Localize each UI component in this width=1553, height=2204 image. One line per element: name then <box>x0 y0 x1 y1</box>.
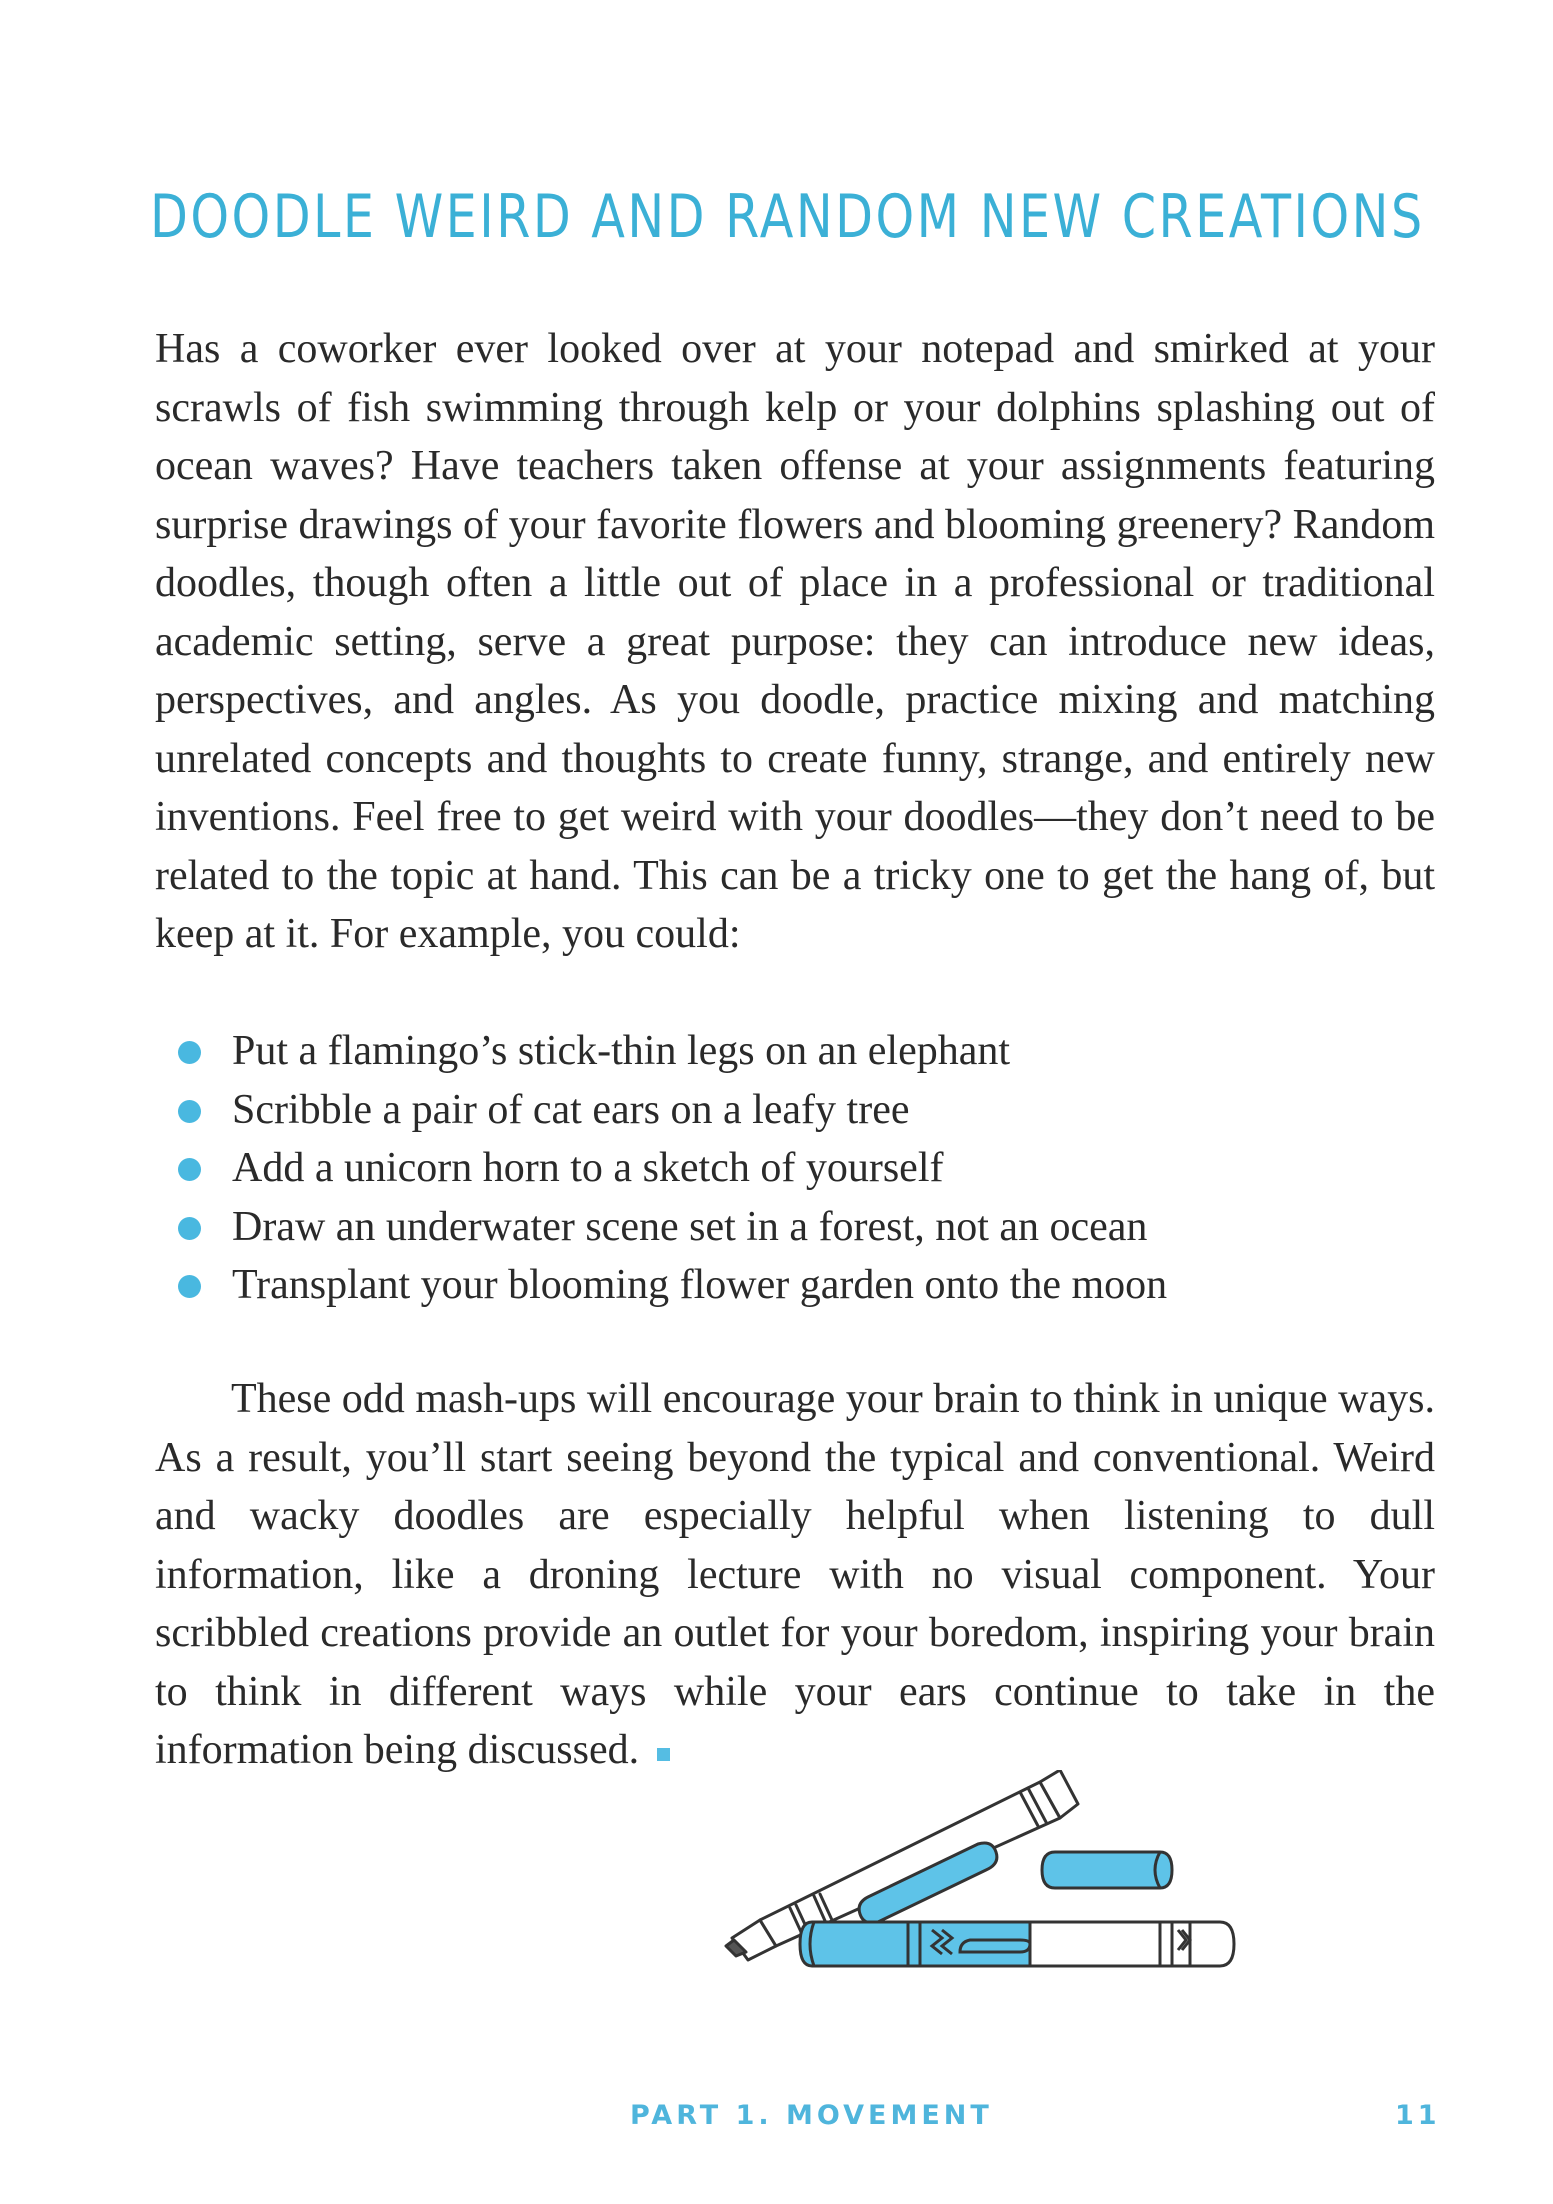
bullet-dot-icon <box>178 1041 201 1064</box>
list-item-text: Add a unicorn horn to a sketch of yourself <box>232 1145 944 1191</box>
list-item-text: Scribble a pair of cat ears on a leafy tree <box>232 1086 910 1133</box>
closing-paragraph-text: These odd mash-ups will encourage your brain to think in unique ways. As a result, you’ll start seeing beyond the typical and conventional. Weird and wacky doodles are especially helpful when listening to dull information, like a droning lecture with no visual component. Your scribbled creations provide an outlet for your boredom, inspiring your brain to think in different ways while your ears continue to take in the information being discussed. <box>155 1376 1435 1773</box>
marker-cap-icon <box>1042 1852 1172 1888</box>
footer-section-label: PART 1. MOVEMENT <box>630 2100 993 2131</box>
list-item-text: Transplant your blooming flower garden onto the moon <box>232 1262 1168 1308</box>
bullet-dot-icon <box>178 1100 201 1123</box>
intro-paragraph: Has a coworker ever looked over at your notepad and smirked at your scrawls of fish swimming through kelp or your dolphins splashing out of ocean waves? Have teachers taken offense at your assignments featuring surprise drawings of your favorite flowers and blooming greenery? Random doodles, though often a little out of place in a professional or traditional academic setting, serve a great purpose: they can introduce new ideas, perspectives, and angles. As you doodle, practice mixing and matching unrelated concepts and thoughts to create funny, strange, and entirely new inventions. Feel free to get weird with your doodles—they don’t need to be related to the topic at hand. This can be a tricky one to get the hang of, but keep at it. For example, you could: <box>155 326 1435 957</box>
example-list <box>170 1022 1167 1315</box>
bullet-dot-icon <box>178 1158 201 1181</box>
list-item <box>170 1022 1167 1081</box>
list-item <box>170 1139 1167 1198</box>
bullet-dot-icon <box>178 1217 201 1240</box>
list-item-text: Draw an underwater scene set in a forest, not an ocean <box>232 1203 1148 1250</box>
bullet-dot-icon <box>178 1275 201 1298</box>
list-item <box>170 1198 1167 1257</box>
closing-paragraph <box>155 1370 1435 1780</box>
page-title: DOODLE WEIRD AND RANDOM NEW CREATIONS <box>150 182 1425 252</box>
page-number: 11 <box>1395 2100 1441 2131</box>
list-item <box>170 1256 1167 1315</box>
end-of-section-mark-icon <box>657 1748 670 1761</box>
markers-illustration <box>720 1770 1280 2020</box>
list-item <box>170 1081 1167 1140</box>
capped-marker-icon <box>800 1922 1234 1966</box>
list-item-text: Put a flamingo’s stick-thin legs on an elephant <box>232 1028 1011 1074</box>
